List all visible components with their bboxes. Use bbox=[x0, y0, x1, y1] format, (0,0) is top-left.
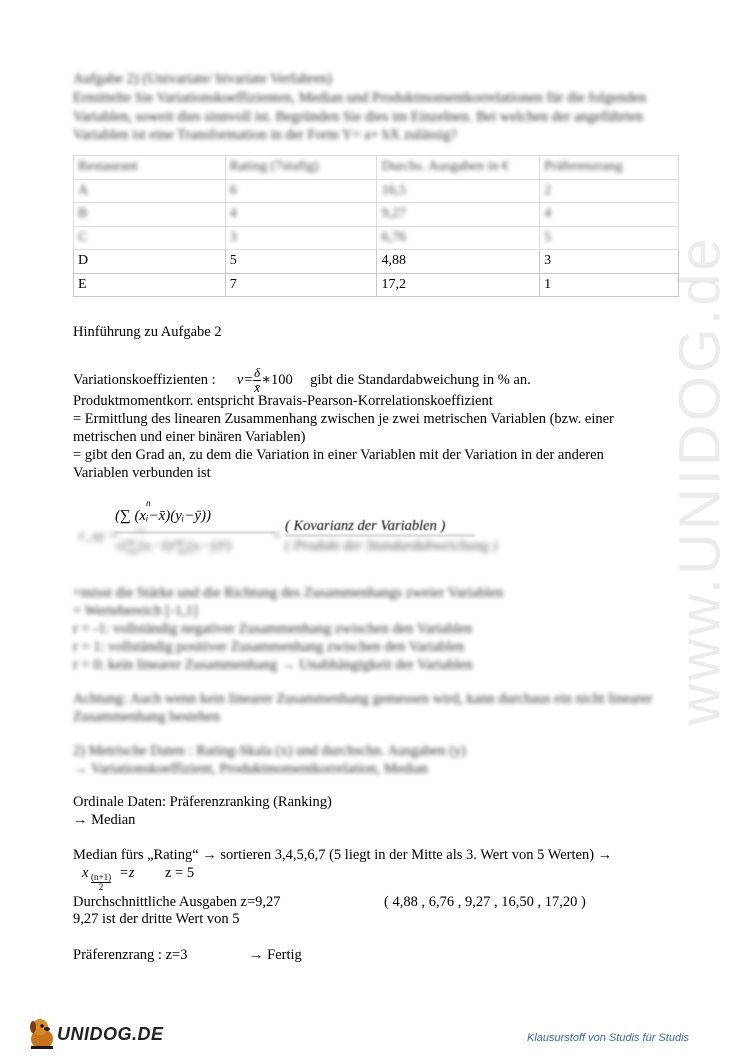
warning-line-1: Achtung: Auch wenn kein linearer Zusammenhang gemessen wird, kann durchaus ein nicht linearer bbox=[73, 691, 653, 707]
table-cell bbox=[225, 179, 377, 203]
watermark-text: www.UNIDOG.de bbox=[667, 234, 733, 726]
table-cell bbox=[377, 250, 540, 274]
median-rating-line: Median fürs „Rating“ → sortieren 3,4,5,6,7 (5 liegt in der Mitte als 3. Wert von 5 Werten) → bbox=[73, 847, 613, 863]
footer-tagline: Klausurstoff von Studis für Studis bbox=[527, 1032, 690, 1044]
table-cell bbox=[377, 226, 540, 250]
explanation-line-5: r = 0: kein linearer Zusammenhang → Unabhängigkeit der Variablen bbox=[73, 657, 473, 673]
dog-logo-icon bbox=[25, 1015, 59, 1051]
vk-num: δ bbox=[254, 365, 261, 380]
table-cell-text: D bbox=[78, 253, 89, 269]
explanation-line-1: =misst die Stärke und die Richtung des Zusammenhangs zweier Variablen bbox=[73, 585, 504, 601]
table-cell bbox=[540, 226, 679, 250]
table-cell-text: C bbox=[78, 229, 88, 245]
table-row bbox=[74, 226, 679, 250]
logo-wordmark: UNIDOG.DE bbox=[57, 1024, 164, 1044]
pm-line-5: Variablen verbunden ist bbox=[73, 465, 211, 481]
pm-line-1: Produktmomentkorr. entspricht Bravais-Pearson-Korrelationskoeffizient bbox=[73, 393, 493, 409]
table-row bbox=[74, 273, 679, 297]
formula-right-den: ( Produkt der Standardabweichung ) bbox=[285, 538, 498, 554]
data-table bbox=[73, 155, 679, 297]
table-cell bbox=[540, 203, 679, 227]
intro-heading: Hinführung zu Aufgabe 2 bbox=[73, 324, 222, 340]
task-text-line-3: Variablen ist eine Transformation in der Form Y= a+ bX zulässig? bbox=[73, 127, 457, 143]
table-cell-text: 4 bbox=[229, 206, 237, 222]
table-cell bbox=[225, 273, 377, 297]
task-text-line-1: Ermittelte Sie Variationskoeffizienten, Median und Produktmomentkorrelationen für die folgenden bbox=[73, 90, 647, 106]
table-cell-text: A bbox=[78, 182, 89, 198]
table-cell bbox=[74, 179, 226, 203]
ordinal-median-line: → Median bbox=[73, 812, 136, 828]
vk-label: Variationskoeffizienten : bbox=[73, 371, 216, 388]
formula-bar bbox=[115, 532, 275, 533]
table-row bbox=[74, 179, 679, 203]
table-cell bbox=[74, 273, 226, 297]
table-header-row bbox=[74, 156, 679, 180]
table-cell-text: Durchs. Ausgaben in € bbox=[381, 159, 509, 175]
warning-line-2: Zusammenhang bestehen bbox=[73, 709, 220, 725]
correlation-formula bbox=[73, 498, 498, 588]
vk-fraction bbox=[253, 366, 261, 395]
table-cell bbox=[540, 179, 679, 203]
table-cell-text: 4 bbox=[544, 206, 552, 222]
median-sub-den: 2 bbox=[98, 882, 104, 892]
formula-right-bar bbox=[285, 535, 475, 536]
watermark bbox=[660, 230, 740, 730]
formula-numerator: (∑ (xᵢ−x̄)(yᵢ−ȳ)) bbox=[115, 508, 212, 524]
table-header-cell bbox=[225, 156, 377, 180]
vk-den: x̄ bbox=[254, 380, 261, 395]
pm-line-4: = gibt den Grad an, zu dem die Variation in einer Variablen mit der Variation in der anderen bbox=[73, 447, 604, 463]
table-cell-text: Rating (7stufig) bbox=[229, 159, 319, 175]
table-cell-text: 17,2 bbox=[381, 276, 406, 292]
explanation-line-3: r = -1: vollständig negativer Zusammenhang zwischen den Variablen bbox=[73, 621, 473, 637]
task-title: Aufgabe 2) (Univariate/ bivariate Verfahren) bbox=[73, 71, 332, 87]
vk-v: v= bbox=[236, 371, 254, 388]
table-cell-text: 6 bbox=[229, 182, 237, 198]
formula-num-sup: n bbox=[146, 498, 151, 508]
avg-spending-note: 9,27 ist der dritte Wert von 5 bbox=[73, 911, 240, 927]
median-eq: =z bbox=[119, 865, 135, 881]
pm-line-2: = Ermittlung des linearen Zusammenhang zwischen je zwei metrischen Variablen (bzw. einer bbox=[73, 411, 614, 427]
ordinal-data-line: Ordinale Daten: Präferenzranking (Ranking) bbox=[73, 794, 332, 810]
table-cell bbox=[377, 203, 540, 227]
preference-rank-line: Präferenzrang : z=3 bbox=[73, 947, 188, 963]
table-cell-text: 5 bbox=[229, 253, 237, 269]
table-header-cell bbox=[377, 156, 540, 180]
table-cell-text: 4,88 bbox=[381, 253, 406, 269]
table-cell-text: E bbox=[78, 276, 87, 292]
median-formula bbox=[82, 863, 232, 893]
preference-rank-done: → Fertig bbox=[249, 947, 302, 963]
formula-denominator: √(∑(xᵢ−x̄)²∑(yᵢ−ȳ)²) bbox=[115, 538, 232, 554]
formula-lhs: r_xy = bbox=[79, 528, 119, 544]
formula-right-num: ( Kovarianz der Variablen ) bbox=[285, 518, 446, 534]
table-cell-text: 16,5 bbox=[381, 182, 406, 198]
median-z: z = 5 bbox=[165, 865, 195, 881]
explanation-line-2: = Wertebereich [-1,1] bbox=[73, 603, 198, 619]
table-cell bbox=[225, 203, 377, 227]
pm-line-3: metrischen und einer binären Variablen) bbox=[73, 429, 306, 445]
median-x: x bbox=[82, 865, 89, 881]
table-cell bbox=[377, 179, 540, 203]
median-sub-num: (n+1) bbox=[91, 872, 112, 882]
vk-desc: gibt die Standardabweichung in % an. bbox=[310, 371, 531, 388]
table-cell-text: 2 bbox=[544, 182, 552, 198]
table-cell bbox=[225, 250, 377, 274]
table-cell-text: 7 bbox=[229, 276, 237, 292]
table-cell-text: B bbox=[78, 206, 88, 222]
table-cell-text: 5 bbox=[544, 229, 552, 245]
table-row bbox=[74, 250, 679, 274]
table-cell-text: 3 bbox=[229, 229, 237, 245]
avg-spending-line: Durchschnittliche Ausgaben z=9,27 bbox=[73, 894, 281, 910]
vk-mult: ∗100 bbox=[261, 371, 293, 388]
avg-spending-values: ( 4,88 , 6,76 , 9,27 , 16,50 , 17,20 ) bbox=[384, 894, 586, 910]
table-cell bbox=[540, 273, 679, 297]
table-cell-text: Restaurant bbox=[78, 159, 138, 175]
table-cell bbox=[377, 273, 540, 297]
median-subscript bbox=[91, 873, 111, 892]
table-header-cell bbox=[74, 156, 226, 180]
table-cell bbox=[225, 226, 377, 250]
metric-data-line-1: 2) Metrische Daten : Rating-Skala (x) und durchschn. Ausgaben (y) bbox=[73, 743, 467, 759]
metric-data-line-2: → Variationskoeffizient, Produktmomentkorrelation, Median bbox=[73, 761, 429, 777]
table-cell bbox=[74, 250, 226, 274]
variation-coefficient-line bbox=[73, 366, 531, 395]
table-cell-text: 9,27 bbox=[381, 206, 406, 222]
explanation-line-4: r = 1: vollständig positiver Zusammenhang zwischen den Variablen bbox=[73, 639, 465, 655]
table-cell bbox=[540, 250, 679, 274]
formula-equals: = bbox=[273, 528, 282, 544]
table-header-cell bbox=[540, 156, 679, 180]
table-cell bbox=[74, 203, 226, 227]
table-cell bbox=[74, 226, 226, 250]
table-cell-text: Präferenzrang bbox=[544, 159, 623, 175]
table-cell-text: 6,76 bbox=[381, 229, 406, 245]
task-text-line-2: Variablen, soweit dies sinnvoll ist. Begründen Sie dies im Einzelnen. Bei welchen der angeführten bbox=[73, 109, 644, 125]
table-row bbox=[74, 203, 679, 227]
table-cell-text: 3 bbox=[544, 253, 552, 269]
formula-num-sub: i=1 bbox=[135, 526, 146, 535]
table-cell-text: 1 bbox=[544, 276, 552, 292]
